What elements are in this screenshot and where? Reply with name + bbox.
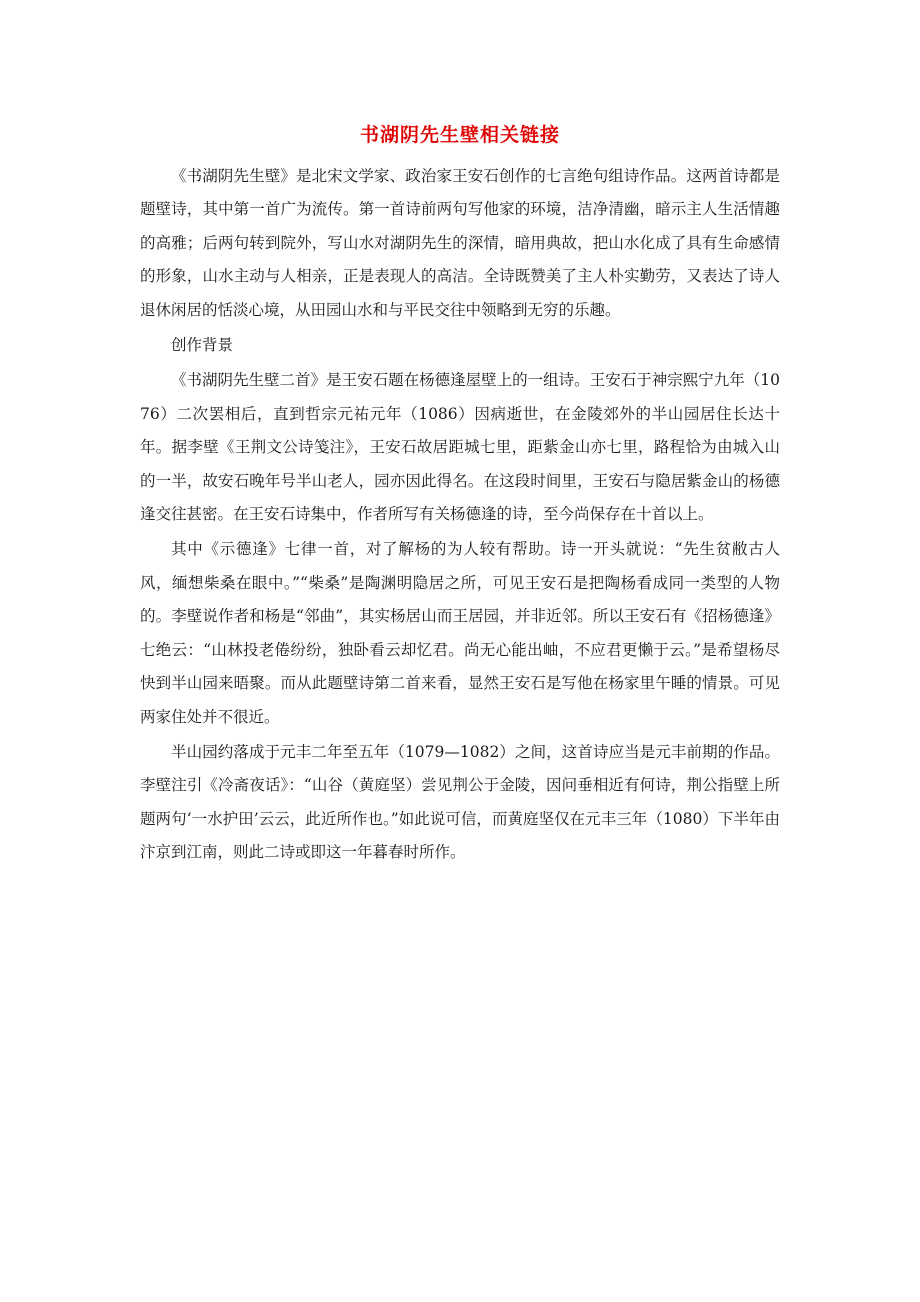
document-page — [140, 118, 780, 872]
intro-paragraph: 《书湖阴先生壁》是北宋文学家、政治家王安石创作的七言绝句组诗作品。这两首诗都是题壁诗，其中第一首广为流传。第一首诗前两句写他家的环境，洁净清幽，暗示主人生活情趣的高雅；后两句转到院外，写山水对湖阴先生的深情，暗用典故，把山水化成了具有生命感情的形象，山水主动与人相亲，正是表现人的高洁。全诗既赞美了主人朴实勤劳，又表达了诗人退休闲居的恬淡心境，从田园山水和与平民交往中领略到无穷的乐趣。 — [140, 167, 780, 319]
background-paragraph-2: 其中《示德逢》七律一首，对了解杨的为人较有帮助。诗一开头就说：“先生贫敝古人风，缅想柴桑在眼中。”“柴桑”是陶渊明隐居之所，可见王安石是把陶杨看成同一类型的人物的。李壁说作者和杨是“邻曲”，其实杨居山而王居园，并非近邻。所以王安石有《招杨德逢》七绝云：“山林投老倦纷纷，独卧看云却忆君。尚无心能出岫，不应君更懒于云。”是希望杨尽快到半山园来晤聚。而从此题壁诗第二首来看，显然王安石是写他在杨家里午睡的情景。可见两家住处并不很近。 — [140, 540, 780, 726]
section-heading: 创作背景 — [171, 336, 234, 355]
document-title: 书湖阴先生壁相关链接 — [359, 124, 560, 146]
background-paragraph-1: 《书湖阴先生壁二首》是王安石题在杨德逢屋壁上的一组诗。王安石于神宗熙宁九年（1076）二次罢相后，直到哲宗元祐元年（1086）因病逝世，在金陵郊外的半山园居住长达十年。据李壁《王荆文公诗笺注》，王安石故居距城七里，距紫金山亦七里，路程恰为由城入山的一半，故安石晚年号半山老人，园亦因此得名。在这段时间里，王安石与隐居紫金山的杨德逢交往甚密。在王安石诗集中，作者所写有关杨德逢的诗，至今尚保存在十首以上。 — [140, 371, 780, 524]
background-paragraph-3: 半山园约落成于元丰二年至五年（1079—1082）之间，这首诗应当是元丰前期的作品。李壁注引《冷斋夜话》：“山谷（黄庭坚）尝见荆公于金陵，因问垂相近有何诗，荆公指壁上所题两句‘一水护田’云云，此近所作也。”如此说可信，而黄庭坚仅在元丰三年（1080）下半年由汴京到江南，则此二诗或即这一年暮春时所作。 — [140, 742, 780, 862]
